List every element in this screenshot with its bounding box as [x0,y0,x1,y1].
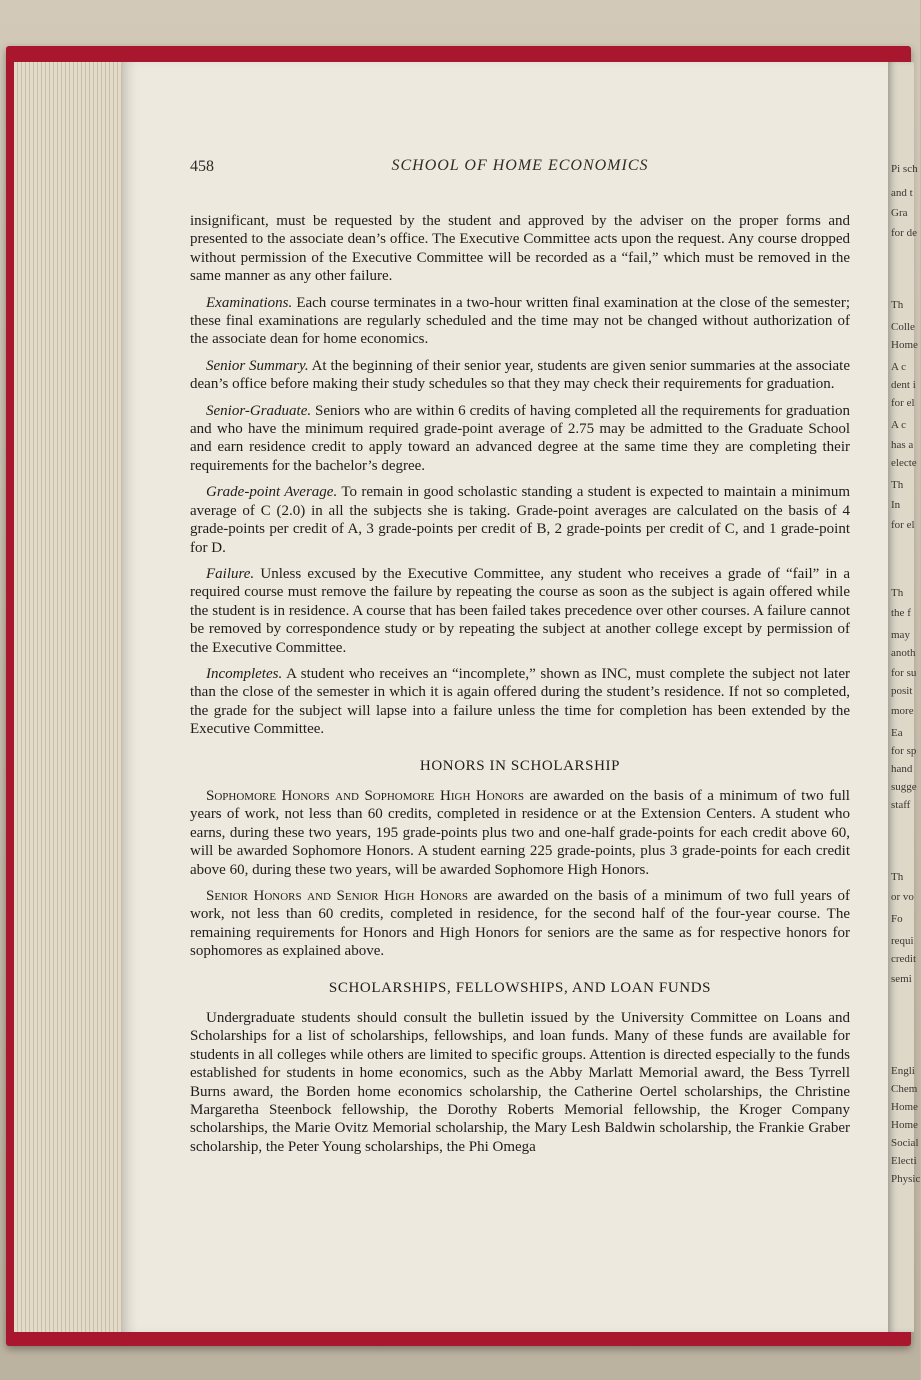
scholarships-heading: SCHOLARSHIPS, FELLOWSHIPS, AND LOAN FUNDS [328,979,712,996]
running-head [190,154,850,178]
next-page-text-fragment: requi [891,935,914,947]
honors-label: Senior Honors and Senior High Honors [206,888,469,904]
page-number: 458 [190,158,214,175]
next-page-text-fragment: has a [891,439,914,451]
scholarships-paragraph: Undergraduate students should consult the bulletin issued by the University Committee on Loans and Scholarships for a list of scholarships, fellowships, and loan funds. Many of these funds are available for students in all colleges while others are limited to specific groups. Attention is directed especially to the funds established for students in home economics, such as the Abby Marlatt Memorial award, the Bess Tyrrell Burns award, the Borden home economics scholarship, the Catherine Oertel scholarships, the Christine Margaretha Steenbock fellowship, the Dorothy Roberts Memorial fellowship, the Kroger Company scholarships, the Marie Ovitz Memorial scholarship, the Mary Lesh Baldwin scholarship, the Frankie Graber scholarship, the Peter Young scholarships, the Phi Omega [190,1010,850,1155]
next-page-text-fragment: Colle [891,321,915,333]
next-page-text-fragment: Th [891,299,904,311]
section-text: To remain in good scholastic standing a student is expected to maintain a minimum average of C (2.0) in all the subjects she is taking. Grade-point averages are calculated on the basis of 4 grade-points per credit of A, 3 grade-points per credit of B, 2 grade-points per credit of C, and 1 grade-point for D. [190,484,850,556]
next-page-edge [888,62,921,1332]
next-page-text-fragment: A c [891,419,906,431]
next-page-text-fragment: Fo [891,913,903,925]
next-page-text-fragment: Chem [891,1083,918,1095]
next-page-text-fragment: staff [891,799,911,811]
next-page-text-fragment: anoth [891,647,916,659]
next-page-text-fragment: Engli [891,1065,915,1077]
next-page-text-fragment: electe [891,457,917,469]
next-page-text-fragment: semi [891,973,912,985]
page-body [190,212,850,1164]
section-text: At the beginning of their senior year, students are given senior summaries at the associate dean’s office before making their study schedules so that they may check their requirements for graduation. [190,357,850,393]
next-page-text-fragment: Home [891,1119,918,1131]
honors-text: are awarded on the basis of a minimum of two full years of work, not less than 60 credits, completed in residence, for the second half of the four-year course. The remaining requirements for Honors and High Honors for seniors are the same as for respective honors for sophomores as explained above. [190,888,850,960]
next-page-text-fragment: A c [891,361,906,373]
section-label: Examinations. [206,294,293,311]
page-edges [14,62,126,1332]
next-page-text-fragment: the f [891,607,911,619]
honors-text: are awarded on the basis of a minimum of two full years of work, not less than 60 credits, completed in residence or at the Extension Centers. A student who earns, during these two years, 195 grade-points plus two and one-half grade-points for each credit above 60, will be awarded Sophomore Honors. A student earning 225 grade-points, plus 3 grade-points for each credit above 60, during these two years, will be awarded Sophomore High Honors. [190,787,850,878]
next-page-text-fragment: Th [891,587,904,599]
next-page-text-fragment: Electi [891,1155,917,1167]
failure-paragraph [190,565,850,657]
section-text: A student who receives an “incomplete,” shown as INC, must complete the subject not later than the close of the semester in which it is again offered during the student’s residence. If not so completed, the grade for the subject will lapse into a failure unless the time for completion has been extended by the Executive Committee. [190,665,850,738]
section-label: Failure. [206,565,255,582]
honors-label: Sophomore Honors and Sophomore High Honors [206,787,524,804]
next-page-text-fragment: In [891,499,901,511]
incompletes-paragraph [190,665,850,739]
examinations-paragraph [190,294,850,349]
next-page-text-fragment: sugge [891,781,917,793]
next-page-text-fragment: Social [891,1137,919,1149]
next-page-text-fragment: Physic [891,1173,921,1185]
sophomore-honors-paragraph [190,787,850,879]
next-page-text-fragment: for el [891,397,915,409]
next-page-text-fragment: Th [891,479,904,491]
next-page-text-fragment: and t [891,187,913,199]
next-page-text-fragment: Home [891,339,918,351]
senior-graduate-paragraph [190,402,850,476]
section-label: Incompletes. [206,665,283,682]
next-page-text-fragment: Gra [891,207,908,219]
next-page-text-fragment: for de [891,227,917,239]
opening-paragraph: insignificant, must be requested by the student and approved by the adviser on the proper forms and presented to the associate dean’s office. The Executive Committee acts upon the request. Any course dropped without permission of the Executive Committee will be recorded as a “fail,” which must be removed in the same manner as any other failure. [190,213,850,285]
section-label: Senior-Graduate. [206,402,312,419]
next-page-text-fragment: for el [891,519,915,531]
next-page-text-fragment: credit [891,953,917,965]
senior-summary-paragraph [190,357,850,394]
next-page-text-fragment: for sp [891,745,917,757]
grade-point-paragraph [190,483,850,557]
next-page-text-fragment: Th [891,871,904,883]
next-page-text-fragment: or vo [891,891,914,903]
next-page-text-fragment: posit [891,685,913,697]
next-page-text-fragment: Ea [891,727,903,739]
running-head-title: SCHOOL OF HOME ECONOMICS [391,157,649,174]
section-text: Seniors who are within 6 credits of having completed all the requirements for graduation and who have the minimum required grade-point average of 2.75 may be admitted to the Graduate School and earn residence credit to apply toward an advanced degree at the same time they are completing their requirements for the bachelor’s degree. [190,402,850,474]
next-page-text-fragment: dent i [891,379,916,391]
senior-honors-paragraph [190,887,850,961]
next-page-text-fragment: Pi sch [891,163,918,175]
section-text: Each course terminates in a two-hour written final examination at the close of the semester; these final examinations are regularly scheduled and the time may not be changed without authorization of the associate dean for home economics. [190,294,850,348]
next-page-text-fragment: for su [891,667,917,679]
next-page-text-fragment: more [891,705,914,717]
section-label: Grade-point Average. [206,484,338,501]
honors-heading: HONORS IN SCHOLARSHIP [419,757,621,774]
next-page-text-fragment: hand [891,763,913,775]
next-page-text-fragment: may [891,629,910,641]
next-page-text-fragment: Home [891,1101,918,1113]
section-label: Senior Summary. [206,357,309,374]
section-text: Unless excused by the Executive Committee, any student who receives a grade of “fail” in a required course must remove the failure by repeating the course as soon as the subject is again offered while the student is in residence. A course that has been failed takes precedence over other courses. A failure cannot be removed by correspondence study or by repeating the subject at another college except by permission of the Executive Committee. [190,565,850,656]
